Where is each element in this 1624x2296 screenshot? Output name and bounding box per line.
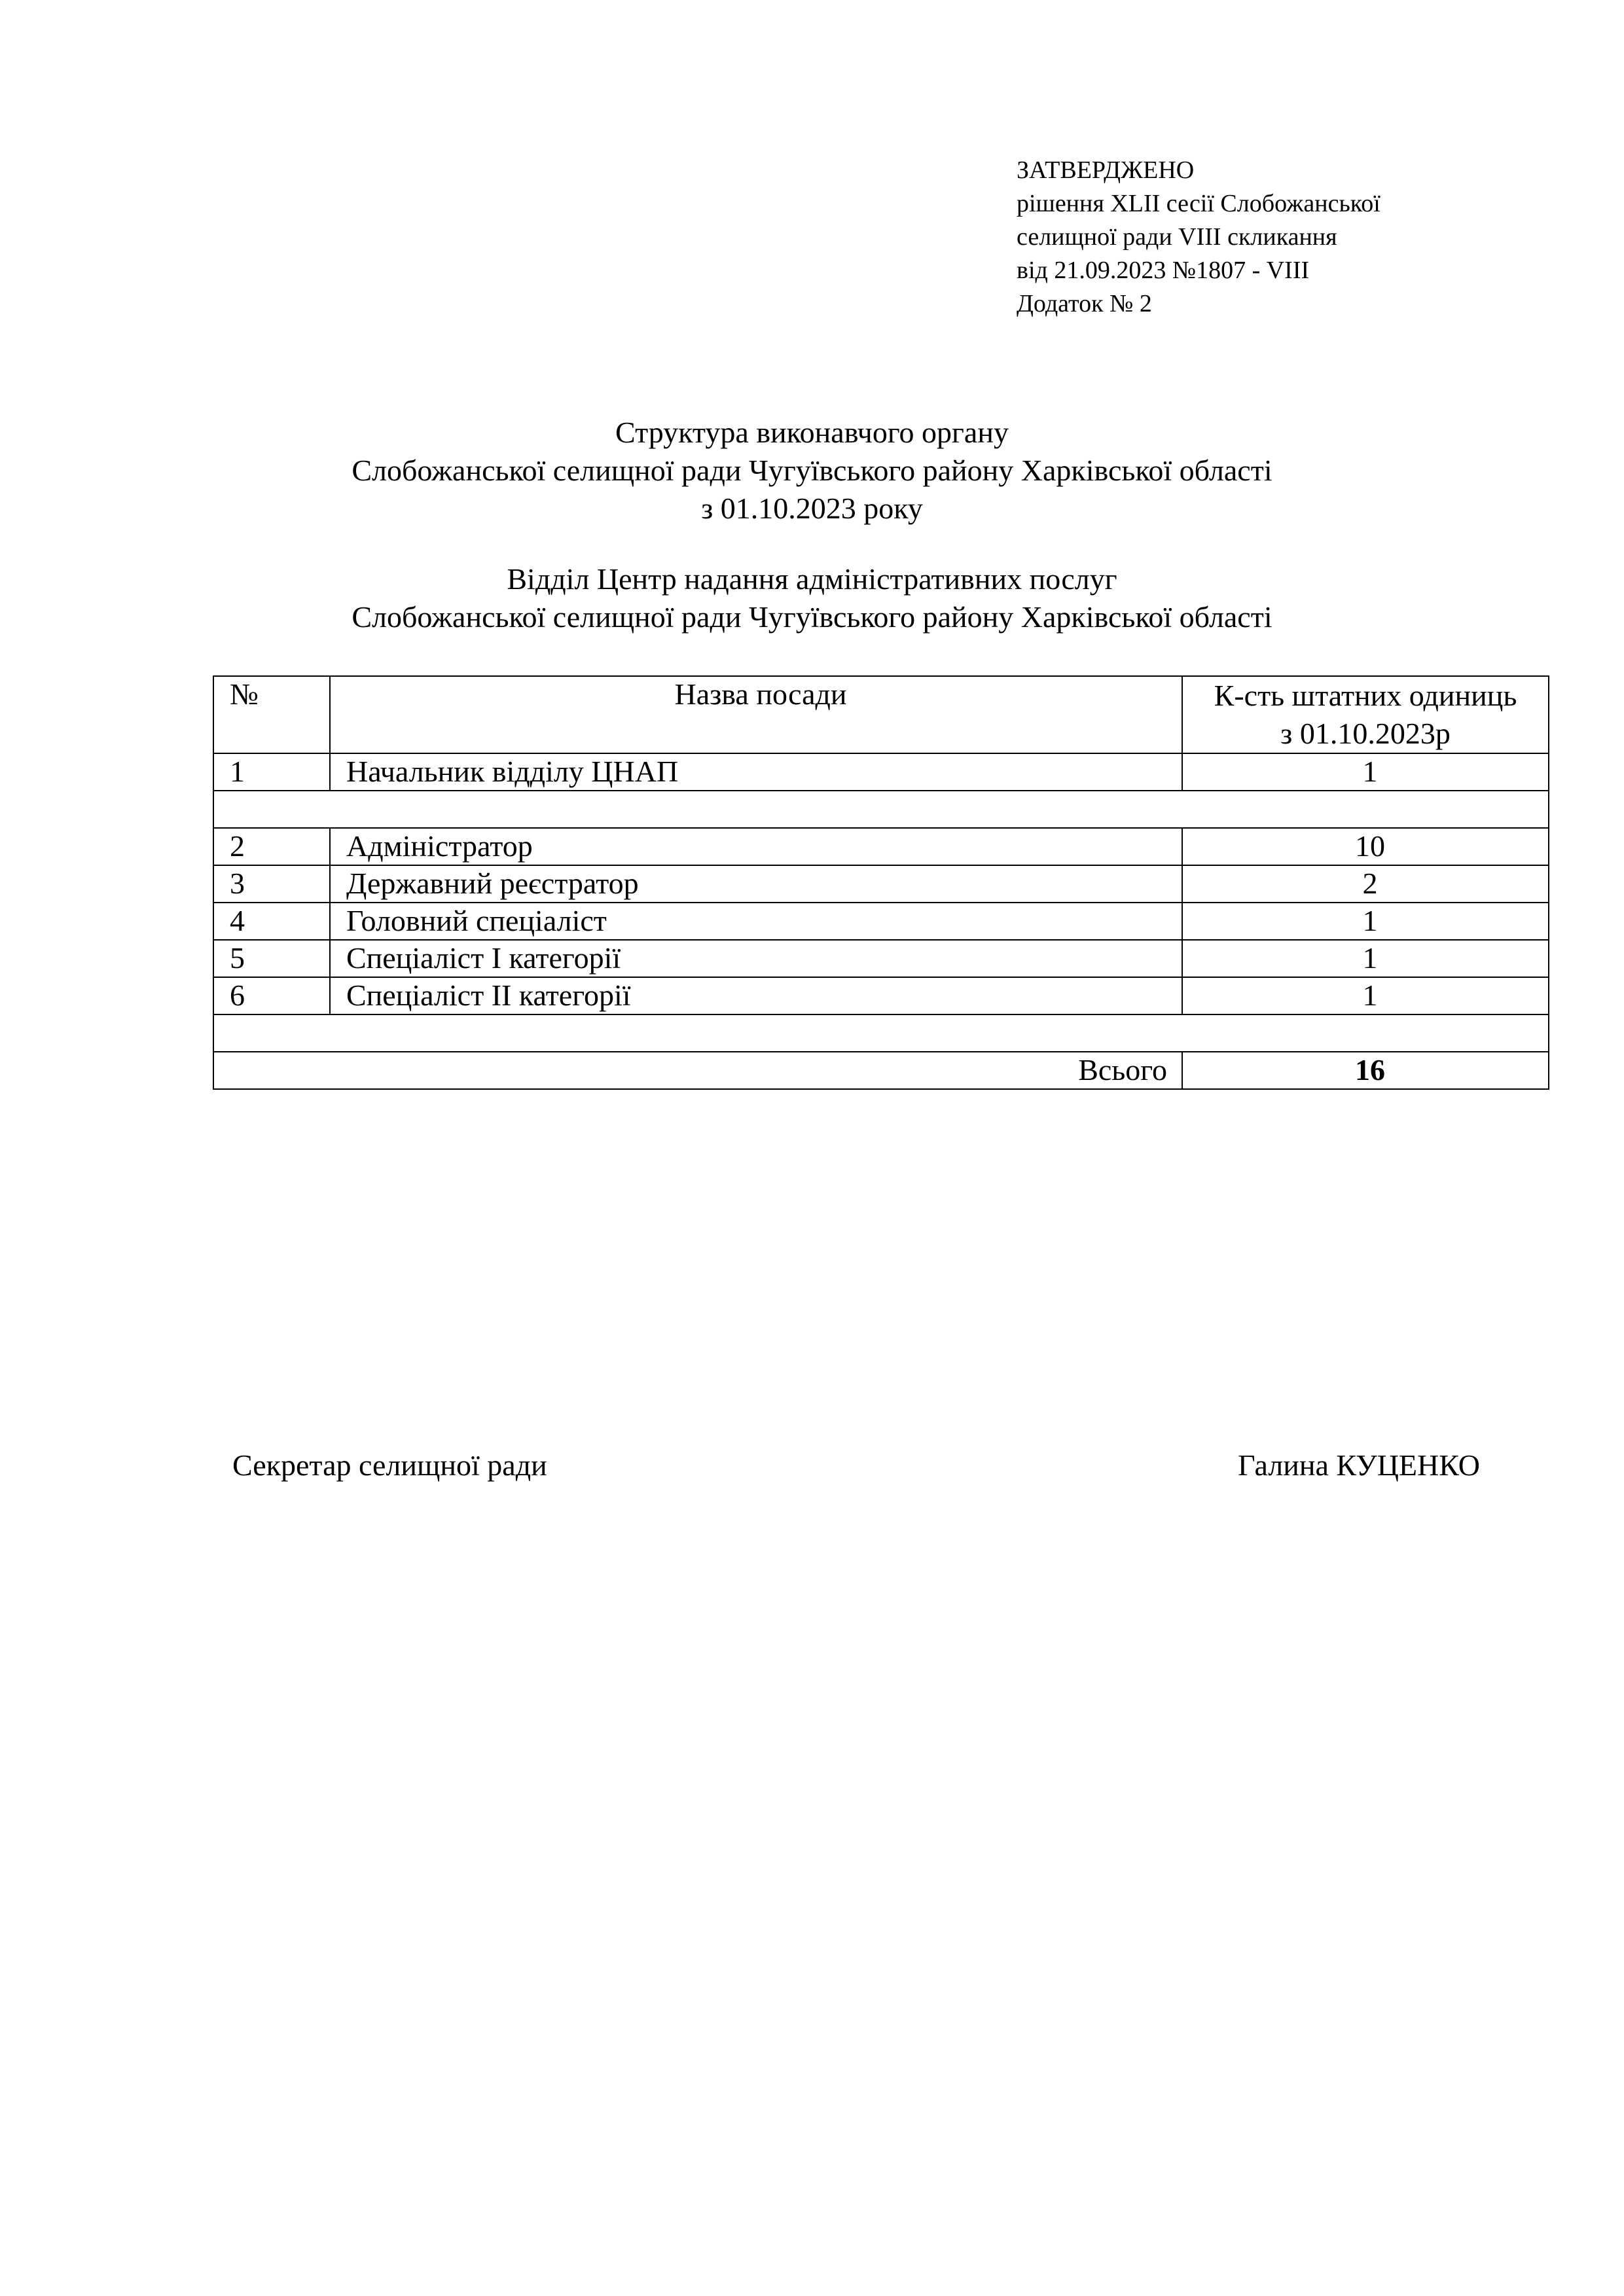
row-staff-count: 2 [1182, 865, 1549, 903]
total-label: Всього [213, 1052, 1182, 1089]
row-number: 2 [213, 828, 330, 865]
table-total-row [213, 1052, 1549, 1089]
row-staff-count: 1 [1182, 753, 1549, 791]
row-staff-count: 1 [1182, 903, 1549, 940]
header-position-name: Назва посади [330, 676, 1182, 753]
department-title-line-2: Слобожанської селищної ради Чугуївського району Харківської області [352, 600, 1272, 634]
document-title-line-3: з 01.10.2023 року [701, 492, 923, 525]
row-number: 5 [213, 940, 330, 977]
document-title [0, 414, 1624, 528]
table-spacer-row [213, 1014, 1549, 1052]
approval-stamp [1017, 154, 1514, 321]
table-spacer-row [213, 791, 1549, 828]
row-number: 3 [213, 865, 330, 903]
row-position-name: Начальник відділу ЦНАП [330, 753, 1182, 791]
department-title [0, 560, 1624, 636]
row-number: 4 [213, 903, 330, 940]
row-position-name: Головний спеціаліст [330, 903, 1182, 940]
row-staff-count: 10 [1182, 828, 1549, 865]
row-staff-count: 1 [1182, 977, 1549, 1014]
document-title-line-1: Структура виконавчого органу [615, 416, 1009, 449]
spacer-cell [213, 1014, 1549, 1052]
header-staff-count-line-1: К-сть штатних одиниць [1214, 679, 1517, 712]
header-number: № [213, 676, 330, 753]
approval-title: ЗАТВЕРДЖЕНО [1017, 156, 1195, 184]
row-position-name: Державний реєстратор [330, 865, 1182, 903]
department-title-line-1: Відділ Центр надання адміністративних послуг [507, 562, 1117, 596]
header-staff-count-line-2: з 01.10.2023р [1280, 717, 1451, 750]
approval-council-line: селищної ради VIII скликання [1017, 223, 1337, 251]
staff-table [213, 675, 1549, 1090]
table-row [213, 977, 1549, 1014]
row-number: 6 [213, 977, 330, 1014]
row-number: 1 [213, 753, 330, 791]
total-value: 16 [1182, 1052, 1549, 1089]
header-staff-count [1182, 676, 1549, 753]
table-row [213, 753, 1549, 791]
approval-date-line: від 21.09.2023 №1807 - VIII [1017, 257, 1310, 284]
signatory-name: Галина КУЦЕНКО [1238, 1448, 1480, 1482]
table-header-row [213, 676, 1549, 753]
row-staff-count: 1 [1182, 940, 1549, 977]
approval-appendix-line: Додаток № 2 [1017, 290, 1152, 317]
table-row [213, 865, 1549, 903]
document-title-line-2: Слобожанської селищної ради Чугуївського району Харківської області [352, 454, 1272, 487]
row-position-name: Спеціаліст ІІ категорії [330, 977, 1182, 1014]
row-position-name: Адміністратор [330, 828, 1182, 865]
row-position-name: Спеціаліст І категорії [330, 940, 1182, 977]
signatory-position: Секретар селищної ради [232, 1448, 547, 1482]
table-row [213, 828, 1549, 865]
table-row [213, 940, 1549, 977]
approval-decision-line: рішення XLII сесії Слобожанської [1017, 190, 1380, 217]
spacer-cell [213, 791, 1549, 828]
table-row [213, 903, 1549, 940]
